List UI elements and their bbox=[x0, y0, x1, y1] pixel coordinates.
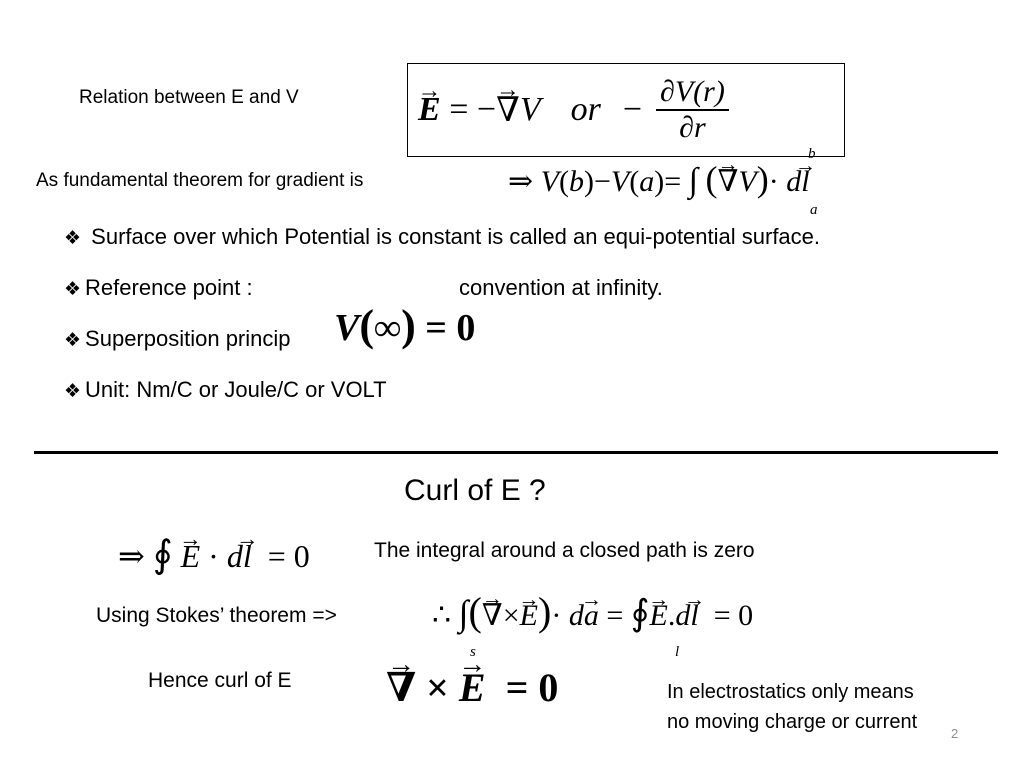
curl-heading: Curl of E ? bbox=[404, 474, 546, 507]
page-number: 2 bbox=[951, 726, 959, 741]
relation-formula: → E = − → ∇ V or − $\frac{\partial V(r)}{\partial r}$ bbox=[418, 70, 729, 150]
surface-limit: s bbox=[470, 644, 476, 660]
reference-suffix: convention at infinity. bbox=[459, 275, 663, 300]
bullet-unit bbox=[64, 377, 387, 403]
relation-label: Relation between E and V bbox=[79, 87, 299, 108]
theorem-formula: ⇒ V(b)−V(a)= ∫ (→ ∇V)· d→ l bbox=[508, 158, 810, 200]
integral-lower-limit: a bbox=[810, 202, 818, 218]
diamond-bullet-icon: ❖ bbox=[64, 227, 82, 249]
curl-formula: → ∇ × → E = 0 bbox=[386, 664, 558, 711]
theorem-label: As fundamental theorem for gradient is bbox=[36, 170, 364, 191]
reference-formula: V(∞) = 0 bbox=[334, 301, 476, 350]
stokes-formula: ∴ ∫(→ ∇×→ E)· d→ a = ∮→ E.d→ l = 0 bbox=[432, 588, 753, 635]
hence-label: Hence curl of E bbox=[148, 669, 292, 692]
bullet-reference-point bbox=[64, 275, 253, 301]
closed-path-formula: ⇒ ∮ → E · d→ l = 0 bbox=[118, 532, 310, 577]
diamond-bullet-icon: ❖ bbox=[64, 278, 82, 300]
bullet-superposition bbox=[64, 326, 291, 352]
diamond-bullet-icon: ❖ bbox=[64, 329, 82, 351]
note-line-1: In electrostatics only means bbox=[667, 681, 914, 703]
stokes-label: Using Stokes’ theorem => bbox=[96, 604, 337, 627]
diamond-bullet-icon: ❖ bbox=[64, 380, 82, 402]
electrostatics-note bbox=[667, 677, 917, 737]
note-line-2: no moving charge or current bbox=[667, 711, 918, 733]
section-divider bbox=[34, 451, 998, 454]
integral-upper-limit: b bbox=[808, 146, 816, 162]
bullet-text: Superposition princip bbox=[85, 326, 291, 351]
bullet-equipotential bbox=[64, 224, 820, 250]
bullet-text: Unit: Nm/C or Joule/C or VOLT bbox=[85, 377, 387, 402]
bullet-text: Reference point : bbox=[85, 275, 253, 300]
bullet-text: Surface over which Potential is constant is called an equi-potential surface. bbox=[91, 224, 821, 249]
closed-path-text: The integral around a closed path is zero bbox=[374, 539, 755, 562]
line-limit: l bbox=[675, 644, 680, 660]
